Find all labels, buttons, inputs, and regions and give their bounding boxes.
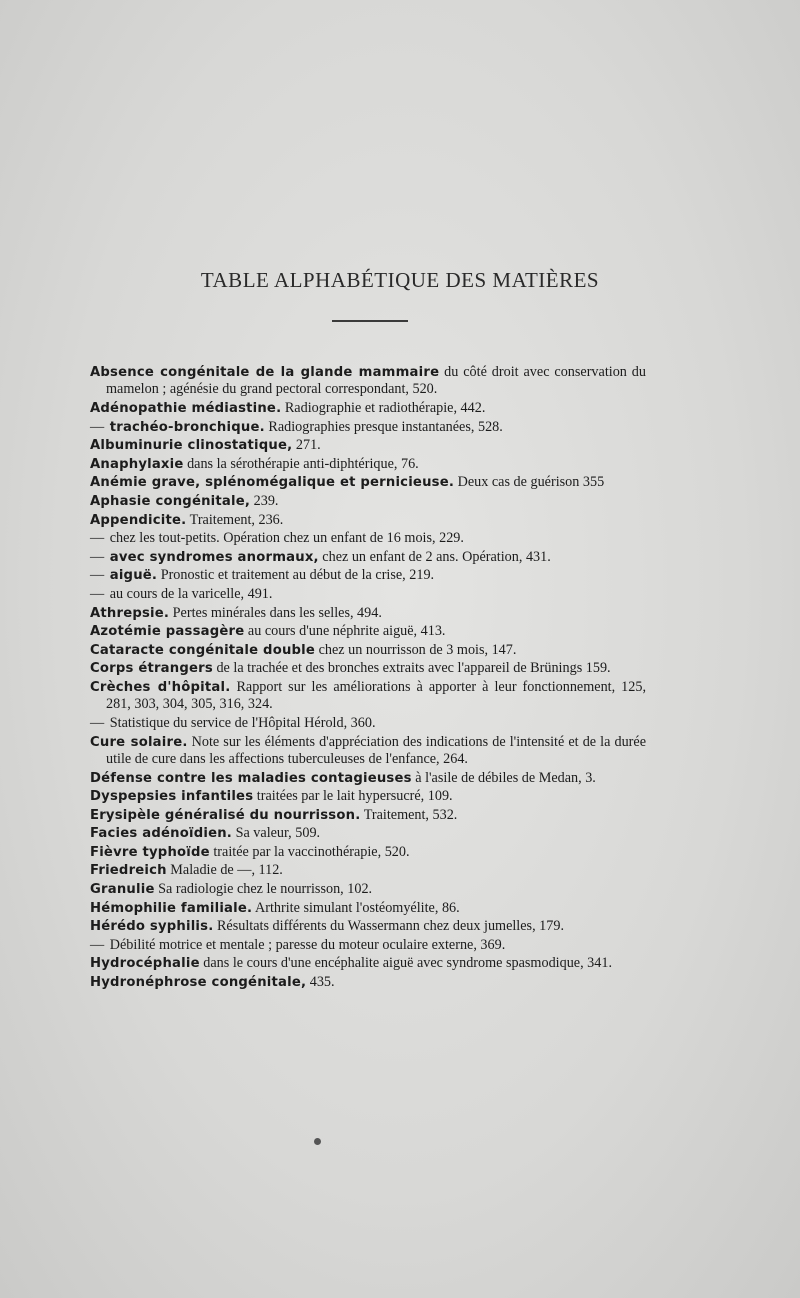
index-entry <box>90 437 646 454</box>
index-entry <box>90 530 646 547</box>
entry-text: dans le cours d'une encéphalite aiguë avec syndrome spasmodique, 341. <box>199 955 613 972</box>
entry-heading: Dyspepsies infantiles <box>90 789 254 805</box>
entry-text: au cours d'une néphrite aiguë, 413. <box>244 623 446 640</box>
index-entry <box>90 770 646 787</box>
entry-dash: — <box>90 936 105 953</box>
entry-heading: Défense contre les maladies contagieuses <box>90 770 412 786</box>
entry-heading: Hémophilie familiale. <box>90 900 253 916</box>
entry-text: Pronostic et traitement au début de la crise, 219. <box>157 567 435 584</box>
title-rule <box>332 320 408 322</box>
entry-dash: — <box>90 548 105 565</box>
entry-text: Statistique du service de l'Hôpital Hérold, 360. <box>109 714 376 731</box>
entry-heading: Azotémie passagère <box>90 624 245 640</box>
entry-heading: Absence congénitale de la glande mammaire <box>90 365 440 380</box>
entry-heading: Appendicite. <box>90 512 187 528</box>
index-entry <box>90 567 646 584</box>
entry-heading: Friedreich <box>90 863 167 879</box>
entry-text: dans la sérothérapie anti-diphtérique, 76. <box>183 455 419 472</box>
entry-heading: avec syndromes anormaux, <box>109 549 319 565</box>
entry-text: Pertes minérales dans les selles, 494. <box>169 604 382 621</box>
entry-text: 435. <box>306 974 335 991</box>
entry-dash: — <box>90 530 105 547</box>
index-entry <box>90 493 646 510</box>
index-entry <box>90 419 646 436</box>
entry-text: 271. <box>292 437 321 454</box>
entry-text: Résultats différents du Wassermann chez deux jumelles, 179. <box>213 918 564 935</box>
index-entry <box>90 881 646 898</box>
entry-text: Rapport sur les améliorations à apporter à leur fonctionnement, 125, 281, 303, 304, 305, 316, 324. <box>106 678 646 713</box>
entry-heading: Hérédo syphilis. <box>90 919 214 935</box>
index-entry <box>90 512 646 529</box>
page-title: TABLE ALPHABÉTIQUE DES MATIÈRES <box>200 268 600 292</box>
index-entry <box>90 400 646 417</box>
index-entry <box>90 549 646 566</box>
entry-text: Maladie de —, 112. <box>166 862 283 879</box>
entry-dash: — <box>90 585 105 602</box>
index-entry <box>90 844 646 861</box>
entry-text: chez un nourrisson de 3 mois, 147. <box>315 641 517 658</box>
entry-text: Radiographies presque instantanées, 528. <box>264 418 503 435</box>
index-entry <box>90 586 646 603</box>
index-entry <box>90 715 646 732</box>
entry-heading: Hydronéphrose congénitale, <box>90 975 307 991</box>
entry-heading: Aphasie congénitale, <box>90 493 251 509</box>
index-entry <box>90 474 646 491</box>
index-entry <box>90 918 646 935</box>
entry-text: de la trachée et des bronches extraits avec l'appareil de Brünings 159. <box>212 660 611 677</box>
entry-heading: Anaphylaxie <box>90 456 184 472</box>
index-list <box>90 364 646 993</box>
entry-heading: Albuminurie clinostatique, <box>90 438 293 454</box>
entry-text: Radiographie et radiothérapie, 442. <box>281 400 486 416</box>
entry-text: du côté droit avec conservation du mamelon ; agénésie du grand pectoral correspondant, 520. <box>106 364 646 398</box>
index-entry <box>90 788 646 805</box>
entry-dash: — <box>90 567 105 584</box>
entry-heading: Cure solaire. <box>90 734 188 750</box>
index-entry <box>90 937 646 954</box>
entry-dash: — <box>90 714 105 731</box>
index-entry <box>90 807 646 824</box>
entry-heading: Anémie grave, splénomégalique et pernicieuse. <box>90 475 455 491</box>
entry-heading: aiguë. <box>109 568 158 584</box>
entry-heading: Crèches d'hôpital. <box>90 679 231 695</box>
index-entry <box>90 900 646 917</box>
index-entry <box>90 623 646 640</box>
index-entry <box>90 974 646 991</box>
entry-text: à l'asile de débiles de Medan, 3. <box>411 769 596 786</box>
entry-heading: Erysipèle généralisé du nourrisson. <box>90 807 361 823</box>
index-entry <box>90 862 646 879</box>
entry-heading: Facies adénoïdien. <box>90 826 233 842</box>
entry-text: traitée par la vaccinothérapie, 520. <box>209 843 410 860</box>
index-entry <box>90 605 646 622</box>
index-entry <box>90 456 646 473</box>
entry-text: Débilité motrice et mentale ; paresse du moteur oculaire externe, 369. <box>109 936 506 953</box>
entry-text: Arthrite simulant l'ostéomyélite, 86. <box>252 899 460 916</box>
index-entry <box>90 660 646 677</box>
entry-text: chez les tout-petits. Opération chez un enfant de 16 mois, 229. <box>109 530 464 547</box>
entry-heading: trachéo-bronchique. <box>109 419 265 435</box>
entry-heading: Adénopathie médiastine. <box>90 401 282 416</box>
entry-text: au cours de la varicelle, 491. <box>109 585 273 602</box>
entry-text: 239. <box>250 492 279 509</box>
entry-heading: Granulie <box>90 882 155 898</box>
index-entry <box>90 642 646 659</box>
entry-text: Note sur les éléments d'appréciation des indications de l'intensité et de la durée utile de cure dans les affections tuberculeuses de l'enfance, 264. <box>106 733 647 767</box>
entry-heading: Hydrocéphalie <box>90 956 200 972</box>
index-entry <box>90 734 646 769</box>
entry-text: Traitement, 236. <box>186 511 284 528</box>
index-entry <box>90 364 646 399</box>
entry-heading: Fièvre typhoïde <box>90 844 210 860</box>
entry-text: Sa radiologie chez le nourrisson, 102. <box>154 881 373 898</box>
entry-dash: — <box>90 418 105 435</box>
entry-text: Sa valeur, 509. <box>232 825 321 842</box>
entry-text: chez un enfant de 2 ans. Opération, 431. <box>318 548 551 565</box>
entry-text: Deux cas de guérison 355 <box>454 474 605 491</box>
entry-text: traitées par le lait hypersucré, 109. <box>253 788 453 805</box>
entry-text: Traitement, 532. <box>360 806 458 823</box>
index-entry <box>90 825 646 842</box>
ink-dot <box>314 1138 321 1145</box>
index-entry <box>90 679 646 714</box>
index-entry <box>90 955 646 972</box>
entry-heading: Cataracte congénitale double <box>90 642 316 658</box>
entry-heading: Corps étrangers <box>90 661 213 677</box>
entry-heading: Athrepsie. <box>90 605 170 621</box>
